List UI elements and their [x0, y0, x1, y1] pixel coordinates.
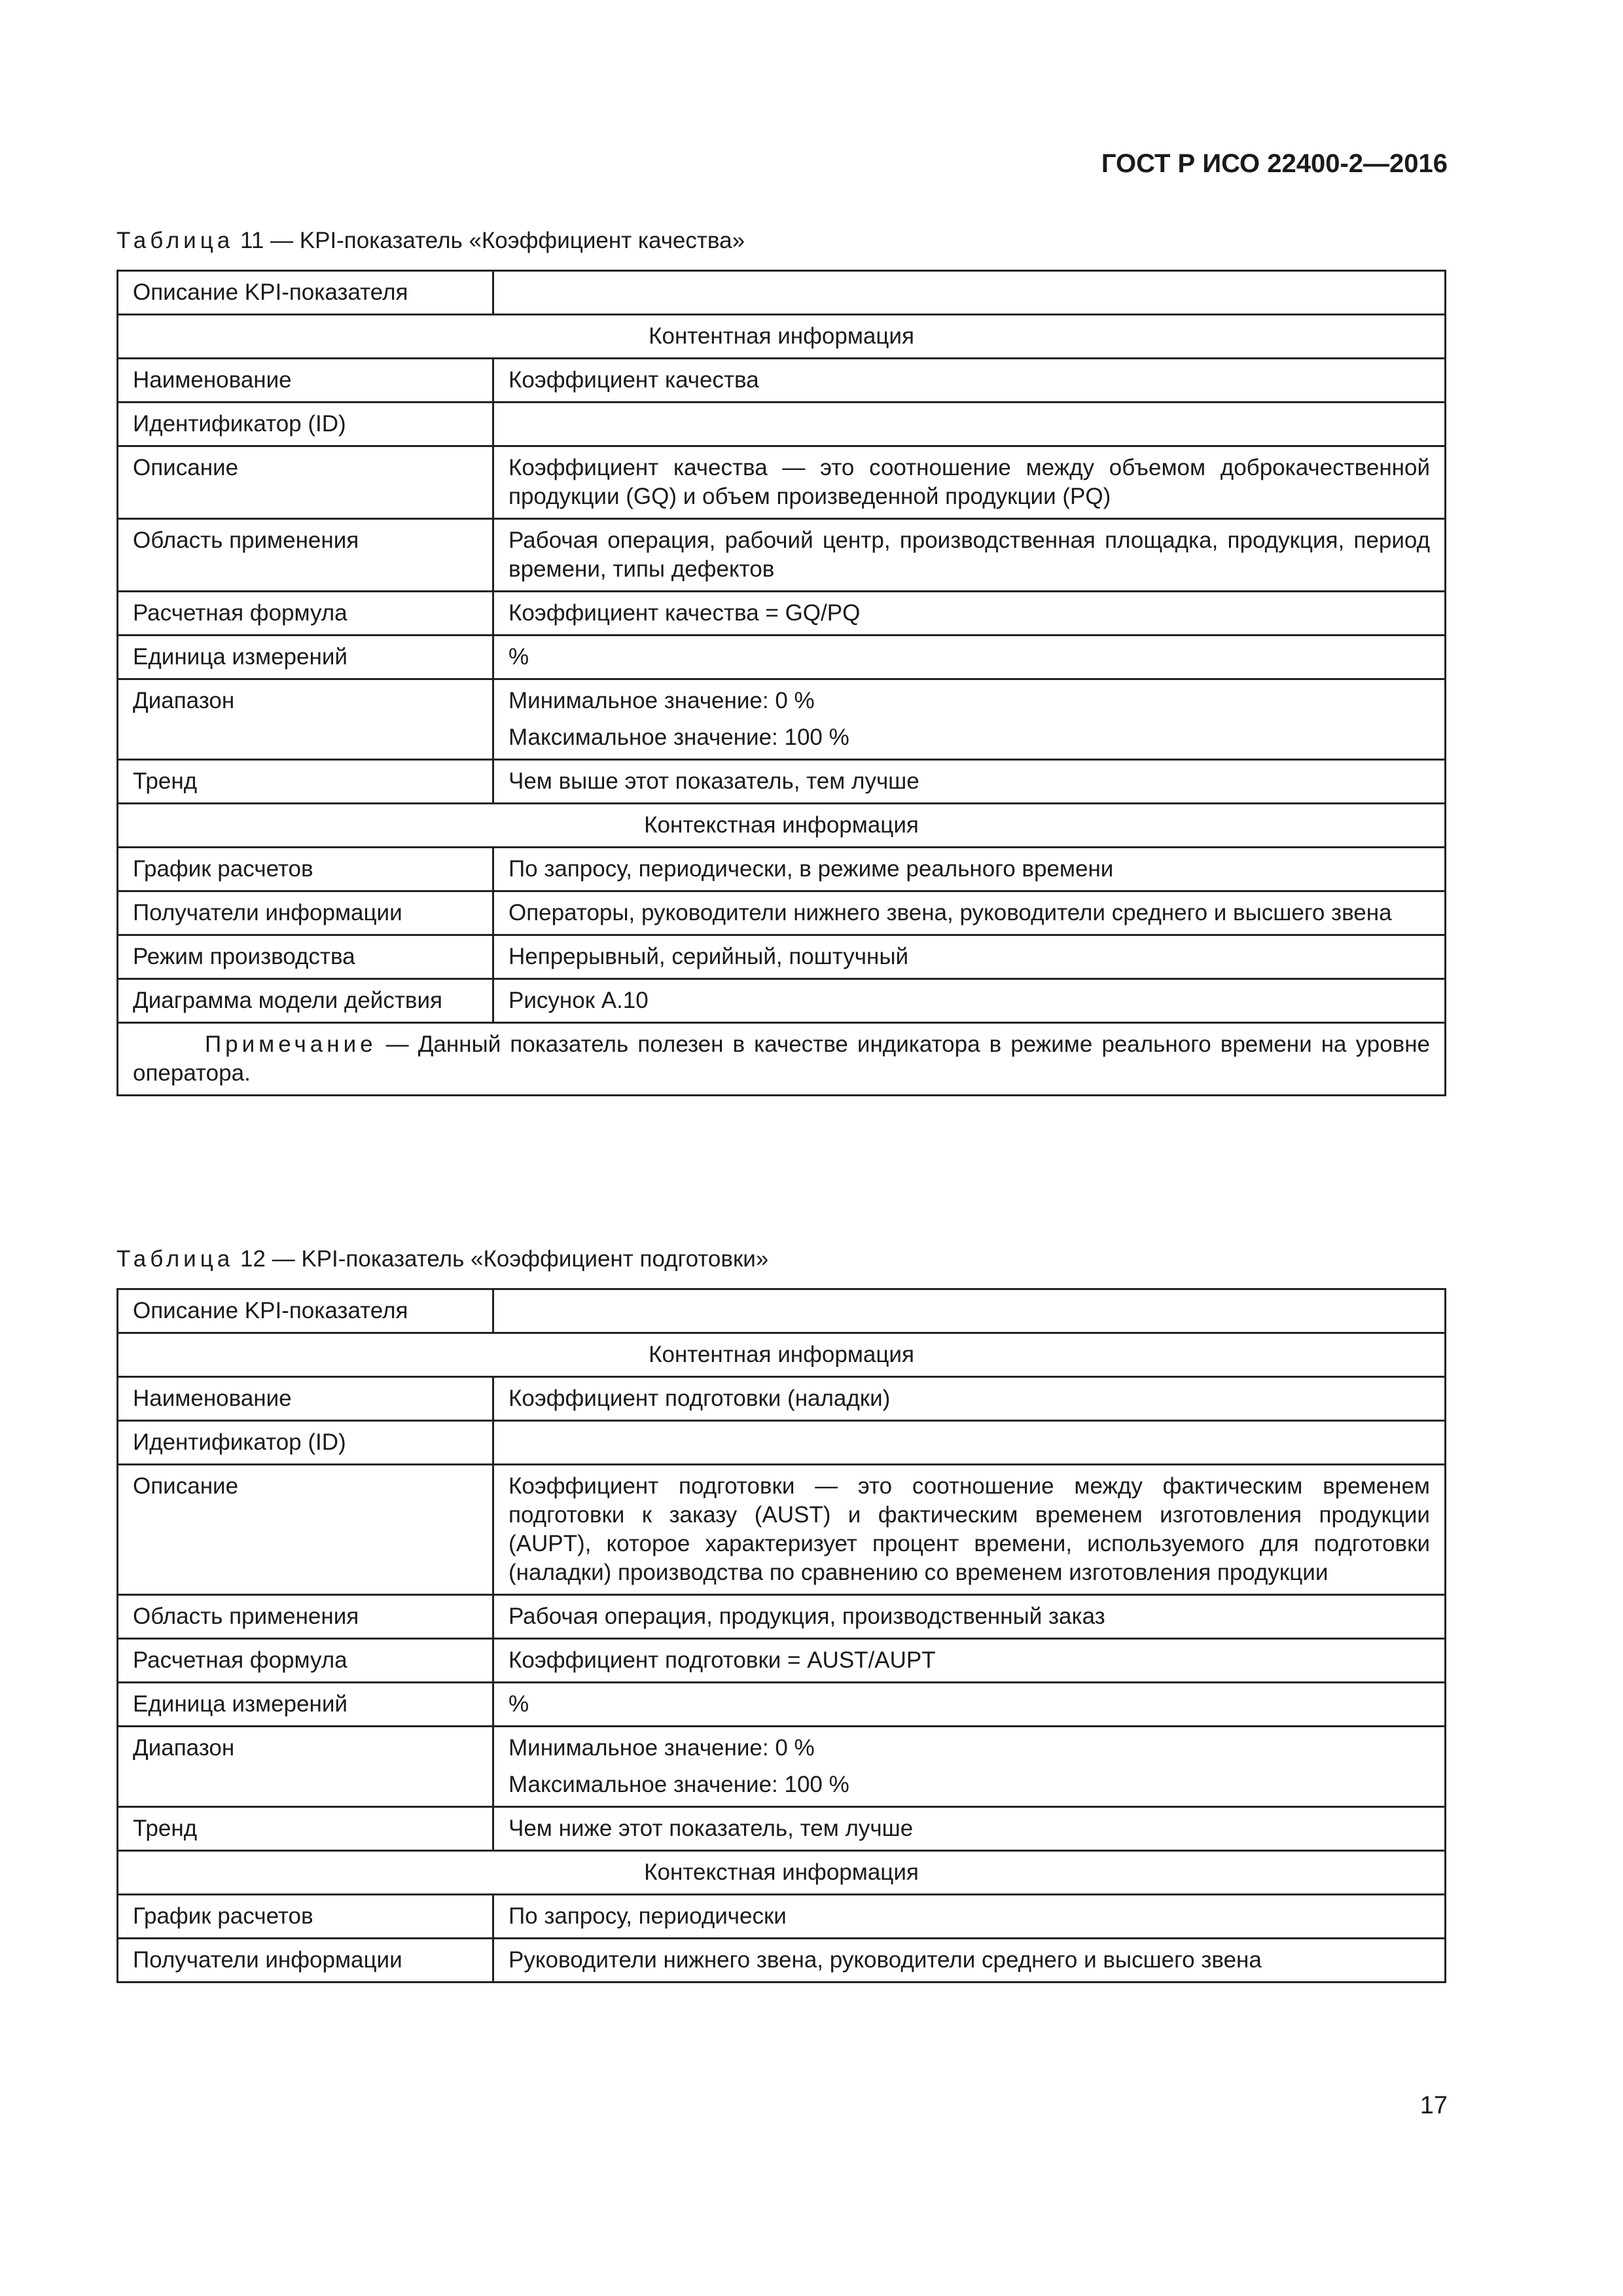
- note-row: [118, 1023, 1446, 1096]
- range-max: Максимальное значение: 100 %: [508, 725, 849, 750]
- range-min: Минимальное значение: 0 %: [508, 688, 815, 713]
- section-header: Контекстная информация: [118, 1851, 1446, 1895]
- label-cell: Тренд: [118, 760, 493, 804]
- kpi-table-12: [116, 1288, 1446, 1983]
- label-cell: Наименование: [118, 359, 493, 403]
- table-12-caption: [116, 1246, 768, 1272]
- label-cell: Единица измерений: [118, 636, 493, 679]
- label-cell: Описание KPI-показателя: [118, 1289, 493, 1333]
- table-note: [118, 1023, 1446, 1096]
- label-cell: Диапазон: [118, 1727, 493, 1807]
- label-cell: Расчетная формула: [118, 592, 493, 636]
- caption-prefix: Таблица: [116, 1246, 234, 1272]
- value-cell: [493, 1727, 1446, 1807]
- value-cell: %: [493, 1683, 1446, 1727]
- section-header: Контекстная информация: [118, 804, 1446, 848]
- label-cell: Тренд: [118, 1807, 493, 1851]
- value-cell: Непрерывный, серийный, поштучный: [493, 935, 1446, 979]
- label-cell: Идентификатор (ID): [118, 403, 493, 446]
- caption-prefix: Таблица: [116, 228, 234, 253]
- value-cell: Коэффициент качества: [493, 359, 1446, 403]
- section-row: [118, 804, 1446, 848]
- table-row: [118, 1727, 1446, 1807]
- table-row: [118, 979, 1446, 1023]
- table-11-caption: [116, 228, 745, 254]
- value-cell: Коэффициент подготовки — это соотношение между фактическим временем подготовки к заказу (AUST) и фактическим временем изготовления продукции (AUPT), которое характеризует процент времени, используемого для подготовки (наладки) производства по сравнению со временем изготовления продукции: [493, 1465, 1446, 1595]
- range-min: Минимальное значение: 0 %: [508, 1735, 815, 1761]
- value-cell: Коэффициент качества = GQ/PQ: [493, 592, 1446, 636]
- table-row: [118, 592, 1446, 636]
- label-cell: Наименование: [118, 1377, 493, 1421]
- label-cell: Описание: [118, 1465, 493, 1595]
- value-cell: Операторы, руководители нижнего звена, руководители среднего и высшего звена: [493, 891, 1446, 935]
- value-cell: Чем выше этот показатель, тем лучше: [493, 760, 1446, 804]
- section-header: Контентная информация: [118, 315, 1446, 359]
- label-cell: Получатели информации: [118, 1939, 493, 1982]
- kpi-table-11: [116, 270, 1446, 1096]
- table-row: [118, 446, 1446, 519]
- label-cell: Область применения: [118, 519, 493, 592]
- table-row: [118, 891, 1446, 935]
- label-cell: Единица измерений: [118, 1683, 493, 1727]
- value-cell: Рабочая операция, рабочий центр, производственная площадка, продукция, период времени, типы дефектов: [493, 519, 1446, 592]
- page-number: 17: [1419, 2092, 1448, 2119]
- value-cell: По запросу, периодически, в режиме реального времени: [493, 848, 1446, 891]
- section-row: [118, 315, 1446, 359]
- table-row: [118, 1939, 1446, 1982]
- value-cell: %: [493, 636, 1446, 679]
- table-row: [118, 1289, 1446, 1333]
- label-cell: Получатели информации: [118, 891, 493, 935]
- label-cell: Расчетная формула: [118, 1639, 493, 1683]
- table-row: [118, 1807, 1446, 1851]
- label-cell: Режим производства: [118, 935, 493, 979]
- value-cell: Чем ниже этот показатель, тем лучше: [493, 1807, 1446, 1851]
- label-cell: Описание KPI-показателя: [118, 271, 493, 315]
- value-cell: [493, 271, 1446, 315]
- section-header: Контентная информация: [118, 1333, 1446, 1377]
- value-cell: [493, 403, 1446, 446]
- section-row: [118, 1851, 1446, 1895]
- table-row: [118, 935, 1446, 979]
- table-row: [118, 679, 1446, 760]
- label-cell: График расчетов: [118, 1895, 493, 1939]
- table-row: [118, 1377, 1446, 1421]
- label-cell: График расчетов: [118, 848, 493, 891]
- label-cell: Описание: [118, 446, 493, 519]
- value-cell: Коэффициент качества — это соотношение между объемом доброкачественной продукции (GQ) и объем произведенной продукции (PQ): [493, 446, 1446, 519]
- note-prefix: Примечание: [205, 1031, 377, 1057]
- table-row: [118, 271, 1446, 315]
- value-cell: Коэффициент подготовки = AUST/AUPT: [493, 1639, 1446, 1683]
- note-text: — Данный показатель полезен в качестве индикатора в режиме реального времени на уровне оператора.: [133, 1031, 1430, 1086]
- caption-text: 11 — KPI-показатель «Коэффициент качества»: [234, 228, 745, 253]
- label-cell: Область применения: [118, 1595, 493, 1639]
- value-cell: Рисунок А.10: [493, 979, 1446, 1023]
- label-cell: Диаграмма модели действия: [118, 979, 493, 1023]
- table-row: [118, 1595, 1446, 1639]
- table-row: [118, 519, 1446, 592]
- range-max: Максимальное значение: 100 %: [508, 1772, 849, 1797]
- value-cell: [493, 1421, 1446, 1465]
- value-cell: [493, 1289, 1446, 1333]
- table-row: [118, 403, 1446, 446]
- table-row: [118, 1421, 1446, 1465]
- value-cell: Руководители нижнего звена, руководители среднего и высшего звена: [493, 1939, 1446, 1982]
- table-row: [118, 359, 1446, 403]
- table-row: [118, 848, 1446, 891]
- value-cell: По запросу, периодически: [493, 1895, 1446, 1939]
- section-row: [118, 1333, 1446, 1377]
- value-cell: [493, 679, 1446, 760]
- value-cell: Коэффициент подготовки (наладки): [493, 1377, 1446, 1421]
- label-cell: Диапазон: [118, 679, 493, 760]
- value-cell: Рабочая операция, продукция, производственный заказ: [493, 1595, 1446, 1639]
- table-row: [118, 1683, 1446, 1727]
- label-cell: Идентификатор (ID): [118, 1421, 493, 1465]
- table-row: [118, 1639, 1446, 1683]
- table-row: [118, 1895, 1446, 1939]
- caption-text: 12 — KPI-показатель «Коэффициент подготовки»: [234, 1246, 769, 1272]
- table-row: [118, 760, 1446, 804]
- table-row: [118, 1465, 1446, 1595]
- document-header: ГОСТ Р ИСО 22400-2—2016: [1101, 149, 1448, 178]
- table-row: [118, 636, 1446, 679]
